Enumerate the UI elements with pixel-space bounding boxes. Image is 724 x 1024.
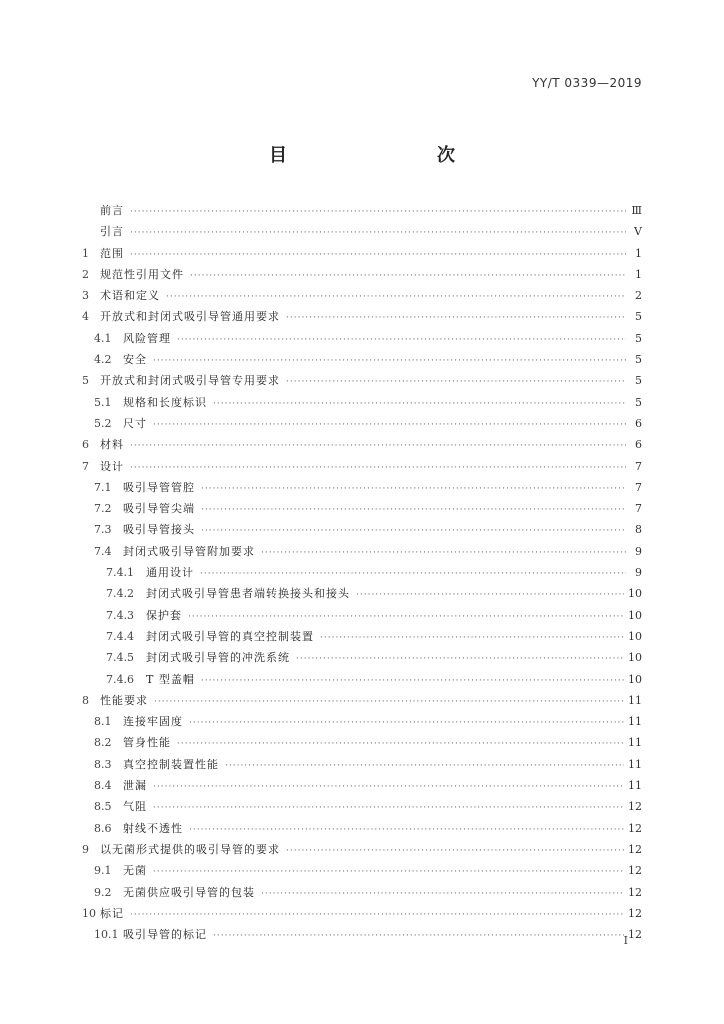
toc-entry-label: 吸引导管管腔 — [123, 480, 195, 494]
toc-entry-number: 7.2 — [94, 502, 112, 516]
toc-entry-label: 封闭式吸引导管附加要求 — [123, 544, 255, 558]
toc-entry-number: 2 — [82, 267, 89, 281]
toc-entry-label: 术语和定义 — [100, 289, 160, 303]
toc-entry-number: 8.4 — [94, 779, 112, 793]
toc-entry[interactable] — [82, 647, 642, 668]
toc-entry-number: 8.3 — [94, 757, 112, 771]
toc-entry-page: 6 — [635, 416, 642, 430]
toc-entry-page: 8 — [635, 523, 642, 537]
toc-entry-page: 12 — [628, 864, 642, 878]
toc-leader-dots — [201, 500, 626, 521]
toc-leader-dots — [130, 202, 626, 223]
toc-entry-number: 7 — [82, 459, 89, 473]
toc-leader-dots — [213, 394, 626, 415]
toc-entry-page: 12 — [628, 842, 642, 856]
toc-entry-label: 无菌 — [123, 864, 147, 878]
toc-entry-page: 7 — [635, 459, 642, 473]
toc-entry[interactable] — [82, 264, 642, 285]
toc-leader-dots — [356, 585, 624, 606]
toc-entry[interactable] — [82, 860, 642, 881]
toc-leader-dots — [154, 692, 624, 713]
toc-entry[interactable] — [82, 413, 642, 434]
toc-entry[interactable] — [82, 519, 642, 540]
toc-leader-dots — [261, 884, 624, 905]
toc-entry-label: 封闭式吸引导管的冲洗系统 — [146, 651, 290, 665]
toc-leader-dots — [189, 713, 624, 734]
document-code: YY/T 0339—2019 — [532, 76, 642, 90]
toc-leader-dots — [153, 798, 624, 819]
toc-entry-number: 8.5 — [94, 800, 112, 814]
toc-entry-number: 6 — [82, 438, 89, 452]
toc-entry[interactable] — [82, 775, 642, 796]
toc-entry-page: 9 — [635, 566, 642, 580]
toc-entry-number: 4.2 — [94, 353, 112, 367]
toc-entry-number: 8 — [82, 693, 89, 707]
toc-entry[interactable] — [82, 605, 642, 626]
toc-entry-label: 材料 — [100, 438, 124, 452]
toc-entry-number: 7.4.2 — [106, 587, 134, 601]
toc-entry-label: 吸引导管的标记 — [123, 928, 207, 942]
toc-entry-number: 7.1 — [94, 480, 112, 494]
toc-leader-dots — [286, 841, 624, 862]
toc-entry-page: 11 — [628, 757, 642, 771]
toc-entry-label: 管身性能 — [123, 736, 171, 750]
toc-entry-label: 尺寸 — [123, 416, 147, 430]
toc-leader-dots — [153, 777, 624, 798]
toc-entry-page: 5 — [635, 395, 642, 409]
toc-entry-page: 1 — [635, 246, 642, 260]
toc-entry-label: 开放式和封闭式吸引导管通用要求 — [100, 310, 280, 324]
toc-entry-number: 9 — [82, 842, 89, 856]
toc-leader-dots — [130, 436, 626, 457]
table-of-contents — [82, 200, 642, 945]
toc-entry-label: 封闭式吸引导管的真空控制装置 — [146, 629, 314, 643]
toc-entry-label: 前言 — [100, 204, 124, 217]
toc-entry-label: T 型盖帽 — [146, 672, 195, 686]
toc-entry[interactable] — [82, 200, 642, 221]
toc-entry-number: 5.2 — [94, 416, 112, 430]
toc-entry-page: 7 — [635, 480, 642, 494]
toc-entry[interactable] — [82, 732, 642, 753]
toc-entry-number: 7.4.3 — [106, 608, 134, 622]
toc-entry-page: 10 — [628, 608, 642, 622]
toc-entry-label: 性能要求 — [100, 693, 148, 707]
toc-entry-page: 5 — [635, 374, 642, 388]
toc-entry[interactable] — [82, 882, 642, 903]
toc-leader-dots — [286, 308, 626, 329]
toc-entry-page: 12 — [628, 821, 642, 835]
toc-entry[interactable] — [82, 243, 642, 264]
toc-leader-dots — [201, 479, 626, 500]
toc-entry-page: Ⅴ — [634, 225, 642, 239]
toc-entry-label: 连接牢固度 — [123, 715, 183, 729]
toc-entry-page: 6 — [635, 438, 642, 452]
toc-entry-number: 10.1 — [94, 928, 119, 942]
toc-leader-dots — [286, 372, 626, 393]
toc-entry-page: 10 — [628, 672, 642, 686]
toc-entry[interactable] — [82, 924, 642, 945]
toc-entry-number: 8.2 — [94, 736, 112, 750]
toc-entry[interactable] — [82, 626, 642, 647]
toc-entry-label: 风险管理 — [123, 331, 171, 345]
toc-entry-number: 5 — [82, 374, 89, 388]
toc-entry-page: 12 — [628, 928, 642, 942]
toc-entry-page: 12 — [628, 885, 642, 899]
toc-leader-dots — [177, 330, 626, 351]
toc-entry-label: 泄漏 — [123, 779, 147, 793]
toc-entry[interactable] — [82, 583, 642, 604]
toc-entry-page: 2 — [635, 289, 642, 303]
toc-entry[interactable] — [82, 818, 642, 839]
toc-leader-dots — [153, 415, 626, 436]
toc-leader-dots — [190, 266, 626, 287]
toc-entry-number: 8.1 — [94, 715, 112, 729]
toc-entry-label: 保护套 — [146, 608, 182, 622]
toc-entry-number: 9.1 — [94, 864, 112, 878]
toc-leader-dots — [153, 862, 624, 883]
toc-entry-page: 11 — [628, 715, 642, 729]
toc-entry[interactable] — [82, 498, 642, 519]
toc-entry-label: 规范性引用文件 — [100, 267, 184, 281]
toc-leader-dots — [166, 287, 626, 308]
toc-entry[interactable] — [82, 754, 642, 775]
toc-entry-number: 7.4.5 — [106, 651, 134, 665]
toc-leader-dots — [189, 820, 624, 841]
toc-leader-dots — [201, 521, 626, 542]
toc-entry[interactable] — [82, 456, 642, 477]
toc-leader-dots — [130, 223, 626, 244]
toc-entry-label: 吸引导管尖端 — [123, 502, 195, 516]
toc-leader-dots — [201, 671, 624, 692]
toc-leader-dots — [213, 926, 624, 947]
toc-entry-number: 8.6 — [94, 821, 112, 835]
toc-entry-number: 10 — [82, 906, 96, 920]
toc-entry[interactable] — [82, 328, 642, 349]
toc-entry-page: 11 — [628, 693, 642, 707]
toc-entry-page: 7 — [635, 502, 642, 516]
toc-entry-page: Ⅲ — [631, 204, 642, 217]
toc-leader-dots — [225, 756, 624, 777]
toc-entry-label: 范围 — [100, 246, 124, 260]
toc-entry-number: 3 — [82, 289, 89, 303]
toc-entry-label: 吸引导管接头 — [123, 523, 195, 537]
toc-entry-label: 安全 — [123, 353, 147, 367]
toc-leader-dots — [130, 245, 626, 266]
toc-leader-dots — [320, 628, 624, 649]
toc-entry-number: 7.4.4 — [106, 629, 134, 643]
toc-entry-number: 7.4 — [94, 544, 112, 558]
toc-entry-label: 通用设计 — [146, 566, 194, 580]
toc-entry-label: 开放式和封闭式吸引导管专用要求 — [100, 374, 280, 388]
toc-entry-number: 1 — [82, 246, 89, 260]
toc-entry-page: 5 — [635, 353, 642, 367]
toc-leader-dots — [296, 649, 624, 670]
toc-entry[interactable] — [82, 221, 642, 242]
toc-entry-label: 封闭式吸引导管患者端转换接头和接头 — [146, 587, 350, 601]
toc-leader-dots — [130, 458, 626, 479]
toc-entry-page: 1 — [635, 267, 642, 281]
toc-entry-page: 12 — [628, 800, 642, 814]
toc-entry-page: 10 — [628, 629, 642, 643]
toc-entry[interactable] — [82, 370, 642, 391]
toc-entry-page: 5 — [635, 331, 642, 345]
toc-entry-number: 7.4.1 — [106, 566, 134, 580]
toc-entry-page: 10 — [628, 587, 642, 601]
toc-entry[interactable] — [82, 285, 642, 306]
toc-entry-page: 5 — [635, 310, 642, 324]
page-number: I — [623, 934, 628, 947]
toc-leader-dots — [153, 351, 626, 372]
toc-entry[interactable] — [82, 306, 642, 327]
toc-entry-page: 9 — [635, 544, 642, 558]
toc-entry[interactable] — [82, 839, 642, 860]
toc-entry[interactable] — [82, 349, 642, 370]
toc-entry-number: 7.3 — [94, 523, 112, 537]
toc-leader-dots — [130, 905, 624, 926]
toc-entry[interactable] — [82, 562, 642, 583]
toc-entry[interactable] — [82, 669, 642, 690]
toc-entry[interactable] — [82, 434, 642, 455]
toc-entry-label: 射线不透性 — [123, 821, 183, 835]
toc-entry-number: 7.4.6 — [106, 672, 134, 686]
toc-entry[interactable] — [82, 903, 642, 924]
toc-entry-label: 规格和长度标识 — [123, 395, 207, 409]
toc-leader-dots — [261, 543, 626, 564]
toc-entry-label: 设计 — [100, 459, 124, 473]
page-title: 目 次 — [269, 145, 493, 166]
toc-leader-dots — [188, 607, 624, 628]
toc-entry-number: 5.1 — [94, 395, 112, 409]
toc-entry-page: 10 — [628, 651, 642, 665]
toc-entry-page: 11 — [628, 779, 642, 793]
toc-entry-page: 12 — [628, 906, 642, 920]
toc-entry-number: 9.2 — [94, 885, 112, 899]
toc-entry-label: 引言 — [100, 225, 124, 239]
toc-entry-number: 4.1 — [94, 331, 112, 345]
toc-entry[interactable] — [82, 711, 642, 732]
toc-entry-number: 4 — [82, 310, 89, 324]
toc-entry[interactable] — [82, 796, 642, 817]
toc-entry[interactable] — [82, 690, 642, 711]
toc-leader-dots — [200, 564, 626, 585]
toc-entry-label: 标记 — [100, 906, 124, 920]
toc-entry-label: 无菌供应吸引导管的包装 — [123, 885, 255, 899]
toc-leader-dots — [177, 734, 624, 755]
toc-entry-label: 气阻 — [123, 800, 147, 814]
toc-entry[interactable] — [82, 392, 642, 413]
toc-entry-page: 11 — [628, 736, 642, 750]
toc-entry-label: 真空控制装置性能 — [123, 757, 219, 771]
toc-entry[interactable] — [82, 477, 642, 498]
toc-entry-label: 以无菌形式提供的吸引导管的要求 — [100, 842, 280, 856]
toc-entry[interactable] — [82, 541, 642, 562]
